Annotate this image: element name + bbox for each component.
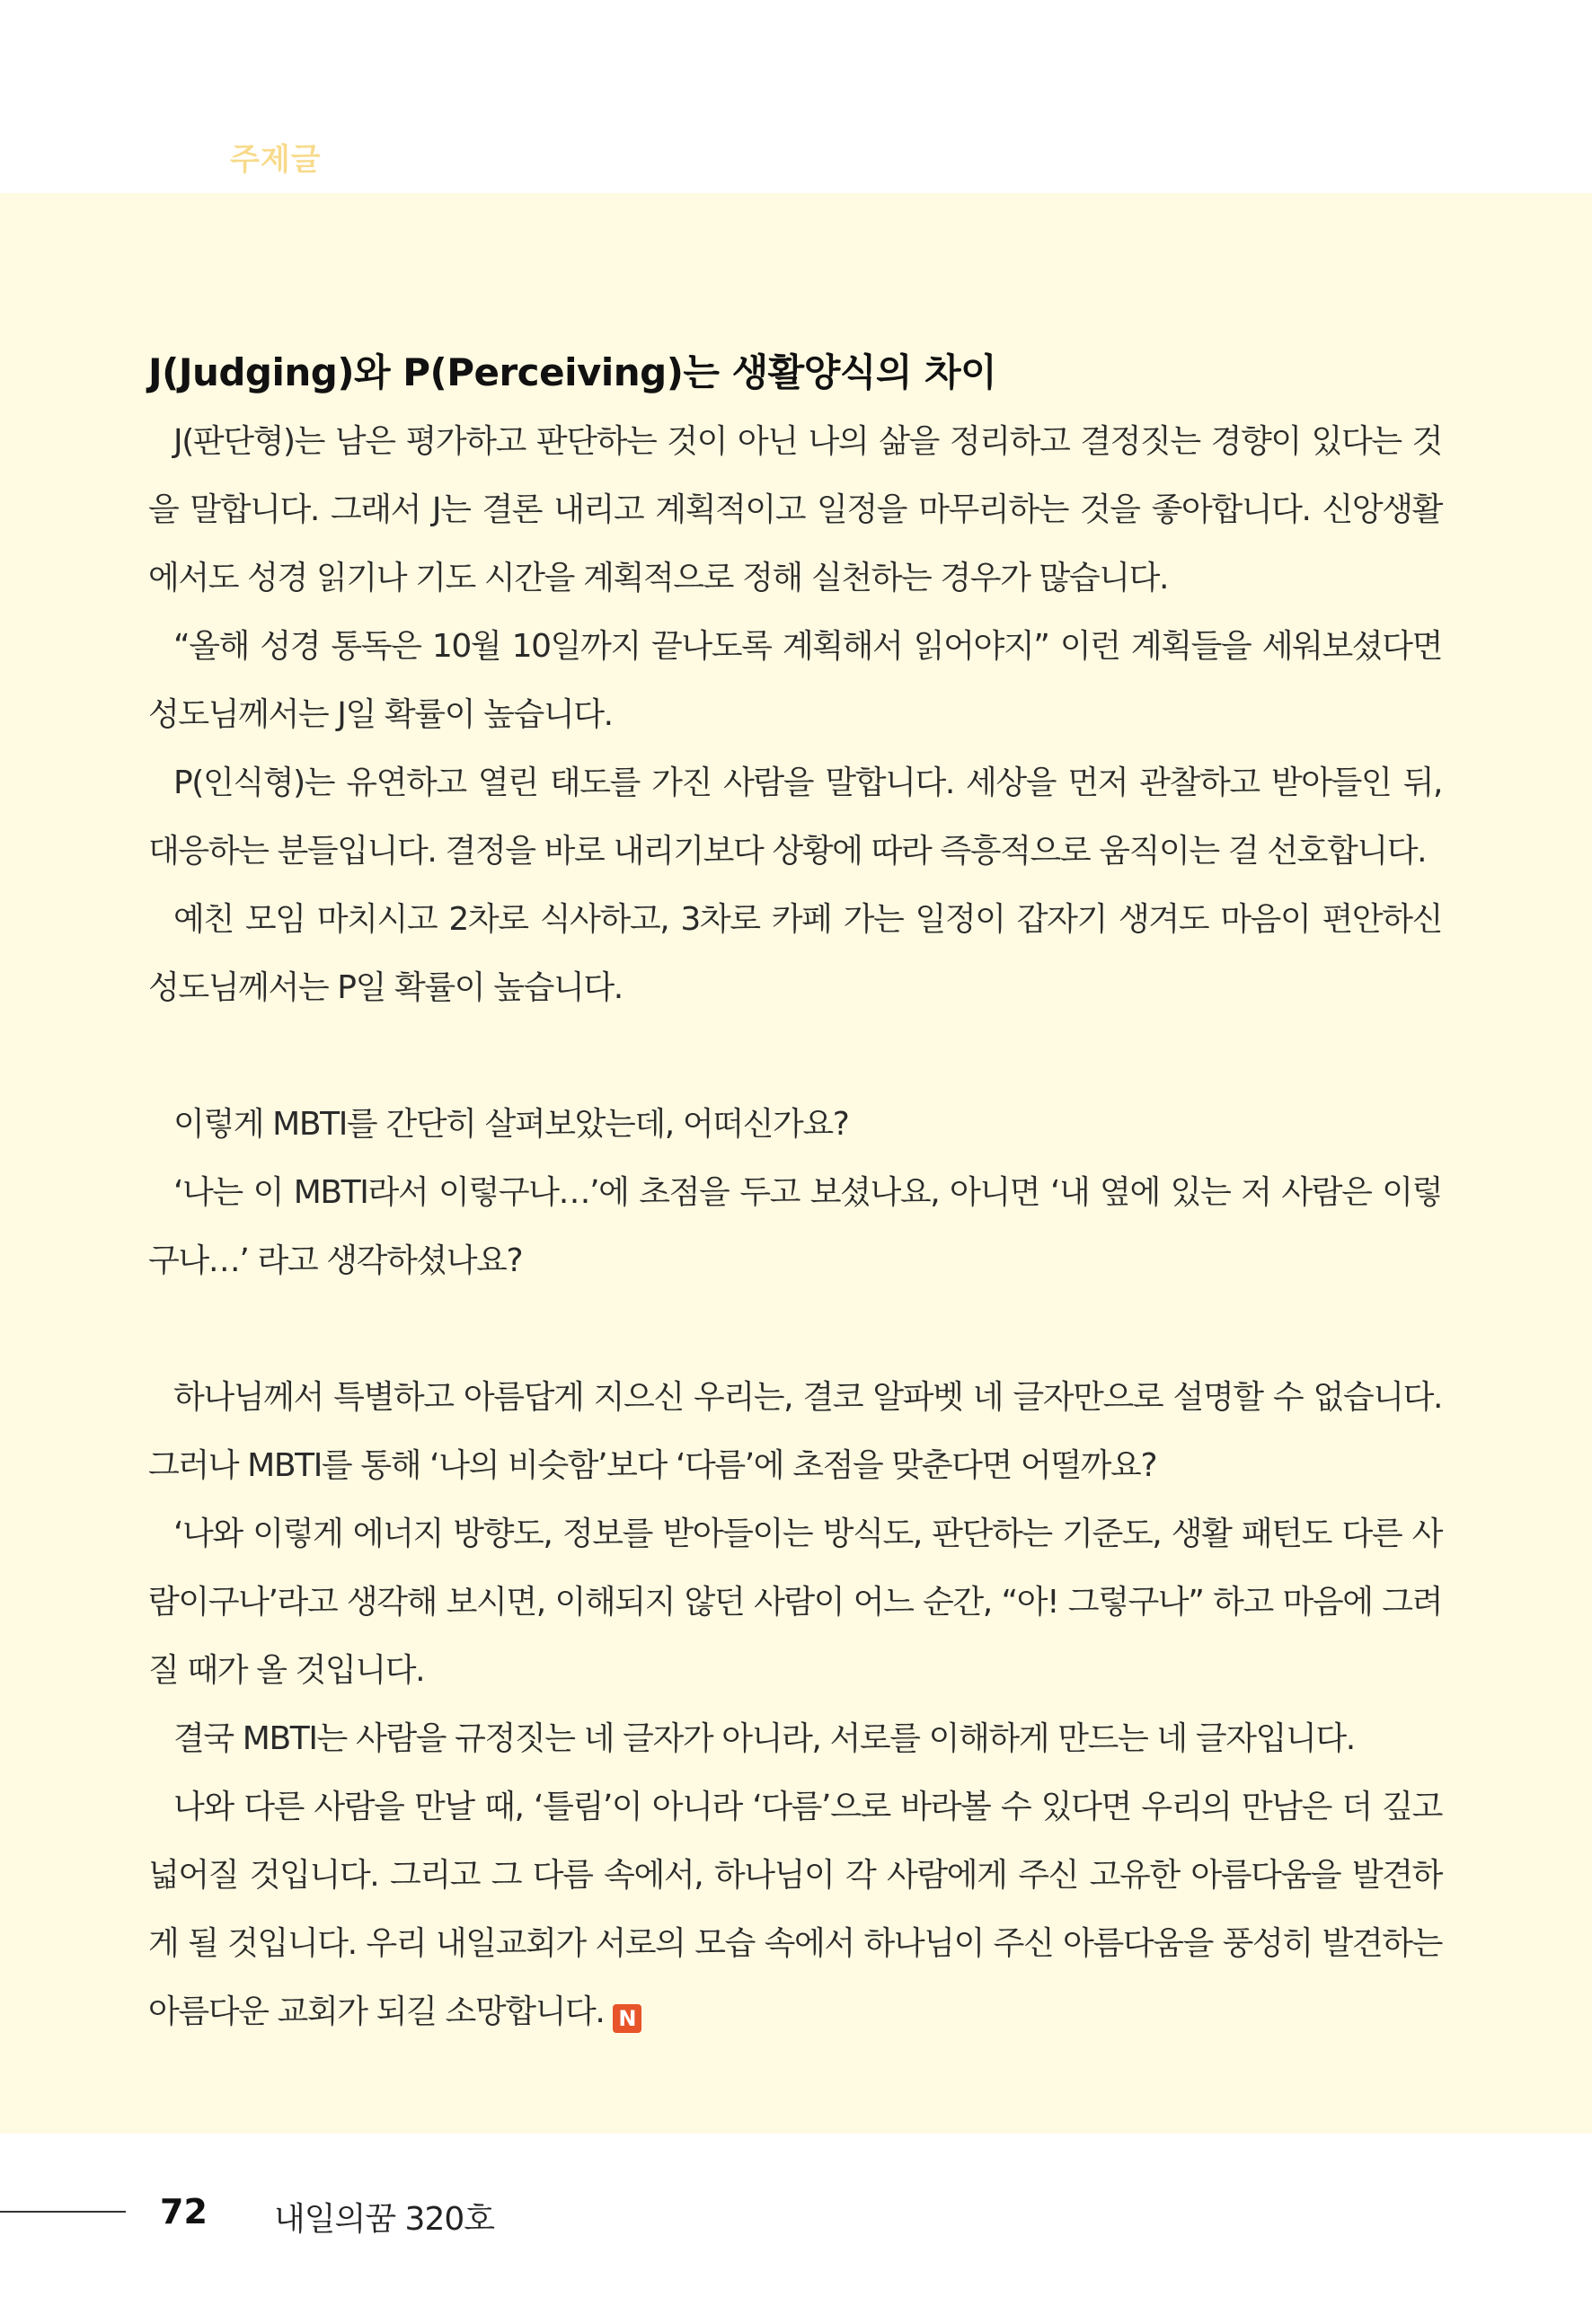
page-number: 72 xyxy=(160,2192,208,2231)
paragraph-gap xyxy=(148,1022,1442,1091)
paragraph-p-example: 예친 모임 마치시고 2차로 식사하고, 3차로 카페 가는 일정이 갑자기 생겨도 마음이 편안하신 성도님께서는 P일 확률이 높습니다. xyxy=(148,901,1442,1006)
paragraph-p-definition: P(인식형)는 유연하고 열린 태도를 가진 사람을 말합니다. 세상을 먼저 관찰하고 받아들인 뒤, 대응하는 분들입니다. 결정을 바로 내리기보다 상황에 따라 즉흥적으로 움직이는 걸 선호합니다. xyxy=(148,764,1442,870)
paragraph-conclusion: 결국 MBTI는 사람을 규정짓는 네 글자가 아니라, 서로를 이해하게 만드는 네 글자입니다. xyxy=(173,1720,1355,1757)
magazine-title: 내일의꿈 320호 xyxy=(274,2201,495,2238)
article-heading: J(Judging)와 P(Perceiving)는 생활양식의 차이 xyxy=(148,350,997,394)
paragraph-question: 이렇게 MBTI를 간단히 살펴보았는데, 어떠신가요? xyxy=(173,1106,849,1143)
article-body xyxy=(148,345,1442,2046)
paragraph-gap xyxy=(148,1295,1442,1364)
end-mark-icon: N xyxy=(613,2004,641,2033)
paragraph-difference: 하나님께서 특별하고 아름답게 지으신 우리는, 결코 알파벳 네 글자만으로 설명할 수 없습니다. 그러나 MBTI를 통해 ‘나의 비슷함’보다 ‘다름’에 초점을 맞춘다면 어떨까요? xyxy=(148,1379,1442,1484)
footer-rule xyxy=(0,2211,126,2213)
paragraph-closing-text: 나와 다른 사람을 만날 때, ‘틀림’이 아니라 ‘다름’으로 바라볼 수 있다면 우리의 만남은 더 깊고 넓어질 것입니다. 그리고 그 다름 속에서, 하나님이 각 사람에게 주신 고유한 아름다움을 발견하게 될 것입니다. 우리 내일교회가 서로의 모습 속에서 하나님이 주신 아름다움을 풍성히 발견하는 아름다운 교회가 되길 소망합니다. xyxy=(148,1789,1442,2030)
paragraph-closing xyxy=(148,1773,1442,2046)
section-label: 주제글 xyxy=(230,142,322,178)
paragraph-j-definition: J(판단형)는 남은 평가하고 판단하는 것이 아닌 나의 삶을 정리하고 결정짓는 경향이 있다는 것을 말합니다. 그래서 J는 결론 내리고 계획적이고 일정을 마무리하는 것을 좋아합니다. 신앙생활에서도 성경 읽기나 기도 시간을 계획적으로 정해 실천하는 경우가 많습니다. xyxy=(148,423,1442,596)
paragraph-understanding: ‘나와 이렇게 에너지 방향도, 정보를 받아들이는 방식도, 판단하는 기준도, 생활 패턴도 다른 사람이구나’라고 생각해 보시면, 이해되지 않던 사람이 어느 순간, “아! 그렇구나” 하고 마음에 그려질 때가 올 것입니다. xyxy=(148,1515,1442,1689)
paragraph-j-example: “올해 성경 통독은 10월 10일까지 끝나도록 계획해서 읽어야지” 이런 계획들을 세워보셨다면 성도님께서는 J일 확률이 높습니다. xyxy=(148,628,1442,733)
paragraph-reflection: ‘나는 이 MBTI라서 이렇구나…’에 초점을 두고 보셨나요, 아니면 ‘내 옆에 있는 저 사람은 이렇구나…’ 라고 생각하셨나요? xyxy=(148,1174,1442,1279)
